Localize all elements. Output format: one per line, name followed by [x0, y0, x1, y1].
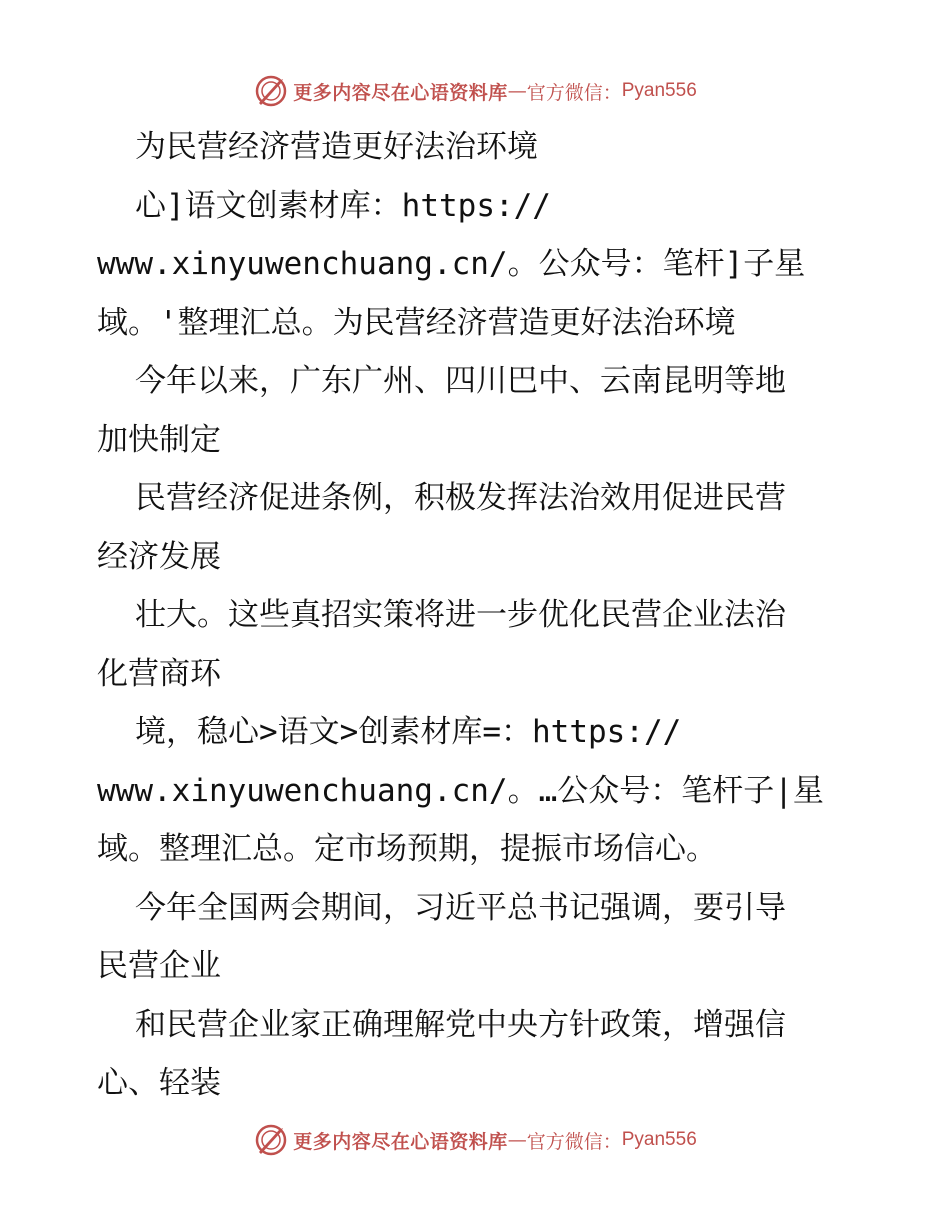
header-watermark: [0, 71, 950, 111]
watermark-text: 更多内容尽在心语资料库: [293, 81, 508, 104]
text-line: 化营商环: [97, 655, 221, 692]
text-line: www.xinyuwenchuang.cn/。…公众号：笔杆子|星: [97, 772, 824, 809]
quill-logo-icon: [253, 73, 289, 109]
text-line: 民营经济促进条例，积极发挥法治效用促进民营: [135, 480, 786, 516]
text-line: 今年以来，广东广州、四川巴中、云南昆明等地: [135, 363, 786, 399]
quill-logo-icon: [253, 1122, 289, 1158]
text-line: 加快制定: [97, 421, 221, 458]
watermark-text: 更多内容尽在心语资料库: [293, 1130, 508, 1153]
document-body: [97, 118, 857, 1113]
text-line: 民营企业: [97, 948, 221, 984]
watermark-dash: —: [507, 80, 527, 102]
text-line: 心、轻装: [97, 1065, 221, 1101]
watermark-dash: —: [507, 1129, 527, 1151]
watermark-wechat-label: 官方微信：: [526, 81, 622, 104]
text-line: 境，稳心>语文>创素材库=：https://: [135, 714, 682, 750]
text-line: 和民营企业家正确理解党中央方针政策，增强信: [135, 1006, 786, 1043]
watermark-wechat-id: Pyan556: [621, 80, 697, 101]
text-line: 为民营经济营造更好法治环境: [135, 129, 538, 165]
footer-watermark: [0, 1120, 950, 1160]
text-line: www.xinyuwenchuang.cn/。公众号：笔杆]子星: [97, 246, 806, 282]
text-line: 壮大。这些真招实策将进一步优化民营企业法治: [135, 597, 786, 633]
text-line: 今年全国两会期间，习近平总书记强调，要引导: [135, 889, 786, 926]
text-line: 心]语文创素材库：https://: [135, 187, 551, 224]
text-line: 经济发展: [97, 538, 221, 575]
watermark-wechat-id: Pyan556: [621, 1129, 697, 1150]
text-line: 域。'整理汇总。为民营经济营造更好法治环境: [97, 304, 736, 341]
text-line: 域。整理汇总。定市场预期，提振市场信心。: [97, 831, 717, 867]
watermark-wechat-label: 官方微信：: [526, 1130, 622, 1153]
